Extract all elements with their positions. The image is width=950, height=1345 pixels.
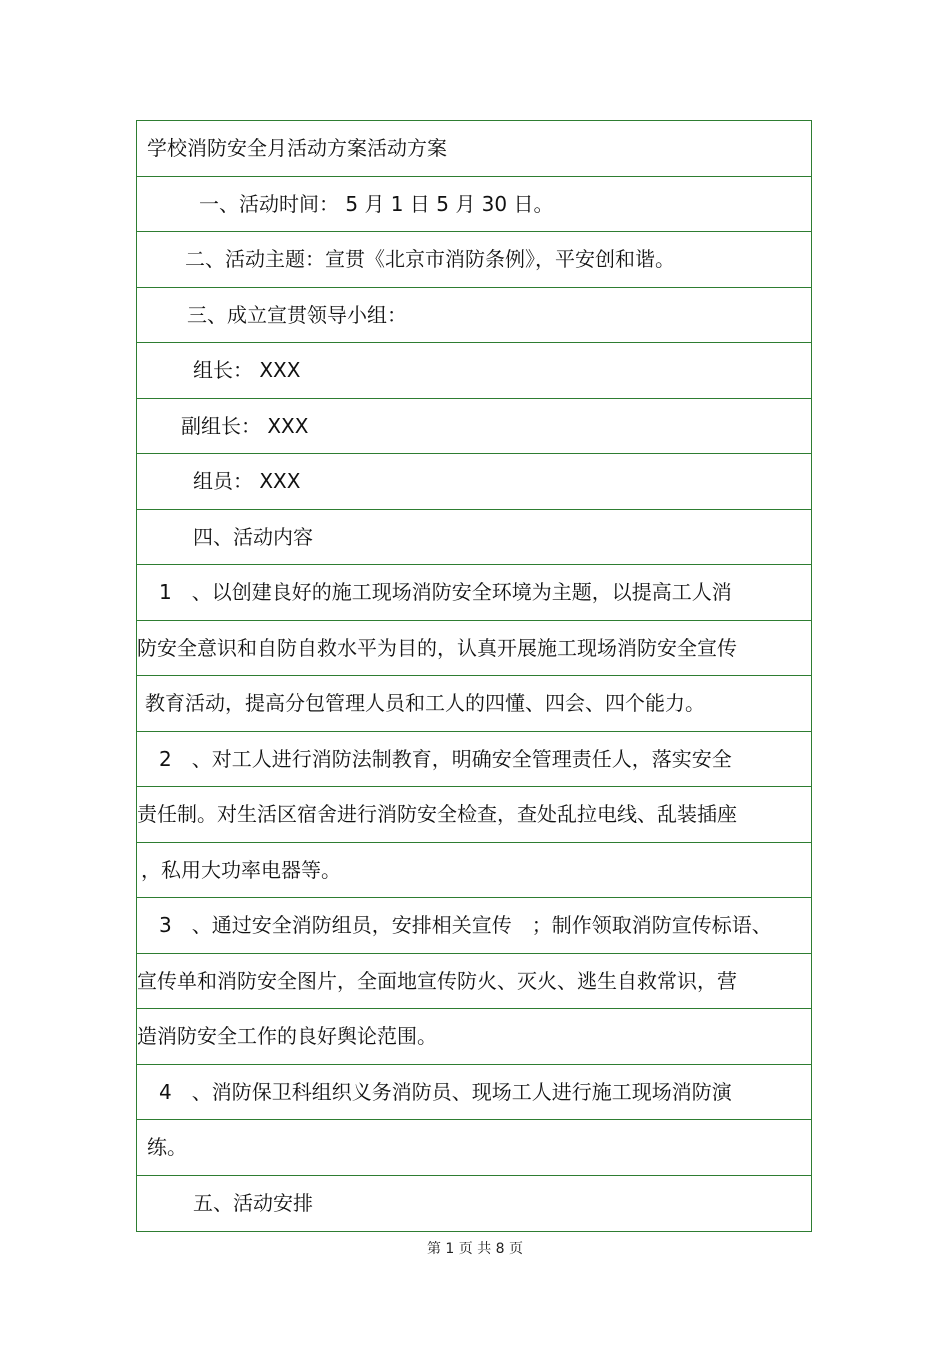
content-item-1-line-2: 防安全意识和自防自救水平为目的，认真开展施工现场消防安全宣传 (137, 635, 737, 660)
content-item-2-line-3: ，私用大功率电器等。 (141, 857, 341, 882)
activity-content-heading: 四、活动内容 (193, 524, 313, 549)
content-item-2-line-2: 责任制。对生活区宿舍进行消防安全检查，查处乱拉电线、乱装插座 (137, 802, 737, 826)
table-row (137, 621, 811, 677)
table-row (137, 787, 811, 843)
table-row (137, 288, 811, 344)
table-row (137, 343, 811, 399)
table-row (137, 1176, 811, 1232)
table-row (137, 232, 811, 288)
activity-time: 一、活动时间： 5 月 1 日 5 月 30 日。 (199, 191, 554, 216)
content-item-3-line-2: 宣传单和消防安全图片，全面地宣传防火、灭火、逃生自救常识，营 (137, 968, 737, 993)
group-members: 组员： XXX (193, 469, 301, 493)
content-item-4-line-1: 4 、消防保卫科组织义务消防员、现场工人进行施工现场消防演 (159, 1079, 732, 1104)
content-item-1-line-3: 教育活动，提高分包管理人员和工人的四懂、四会、四个能力。 (145, 691, 705, 715)
table-row (137, 454, 811, 510)
leader-group-heading: 三、成立宣贯领导小组： (187, 302, 407, 327)
table-row (137, 510, 811, 566)
title-row (137, 121, 811, 177)
table-row (137, 1009, 811, 1065)
content-item-4-line-2: 练。 (147, 1135, 187, 1159)
table-row (137, 732, 811, 788)
table-row (137, 898, 811, 954)
table-row (137, 565, 811, 621)
table-row (137, 843, 811, 899)
table-row (137, 177, 811, 233)
content-item-1-line-1: 1 、以创建良好的施工现场消防安全环境为主题，以提高工人消 (159, 580, 732, 604)
content-item-2-line-1: 2 、对工人进行消防法制教育，明确安全管理责任人，落实安全 (159, 746, 732, 771)
table-row (137, 954, 811, 1010)
table-row (137, 1120, 811, 1176)
deputy-group-leader: 副组长： XXX (181, 413, 309, 438)
page-number-footer: 第 1 页 共 8 页 (426, 1241, 524, 1257)
activity-theme: 二、活动主题：宣贯《北京市消防条例》，平安创和谐。 (185, 247, 675, 271)
content-item-3-line-1: 3 、通过安全消防组员，安排相关宣传 ；制作领取消防宣传标语、 (159, 913, 772, 937)
content-item-3-line-3: 造消防安全工作的良好舆论范围。 (137, 1024, 437, 1048)
table-row (137, 399, 811, 455)
activity-schedule-heading: 五、活动安排 (193, 1190, 313, 1215)
group-leader: 组长： XXX (193, 358, 301, 382)
document-title: 学校消防安全月活动方案活动方案 (147, 136, 447, 160)
table-row (137, 676, 811, 732)
document-table (136, 120, 812, 1232)
table-row (137, 1065, 811, 1121)
